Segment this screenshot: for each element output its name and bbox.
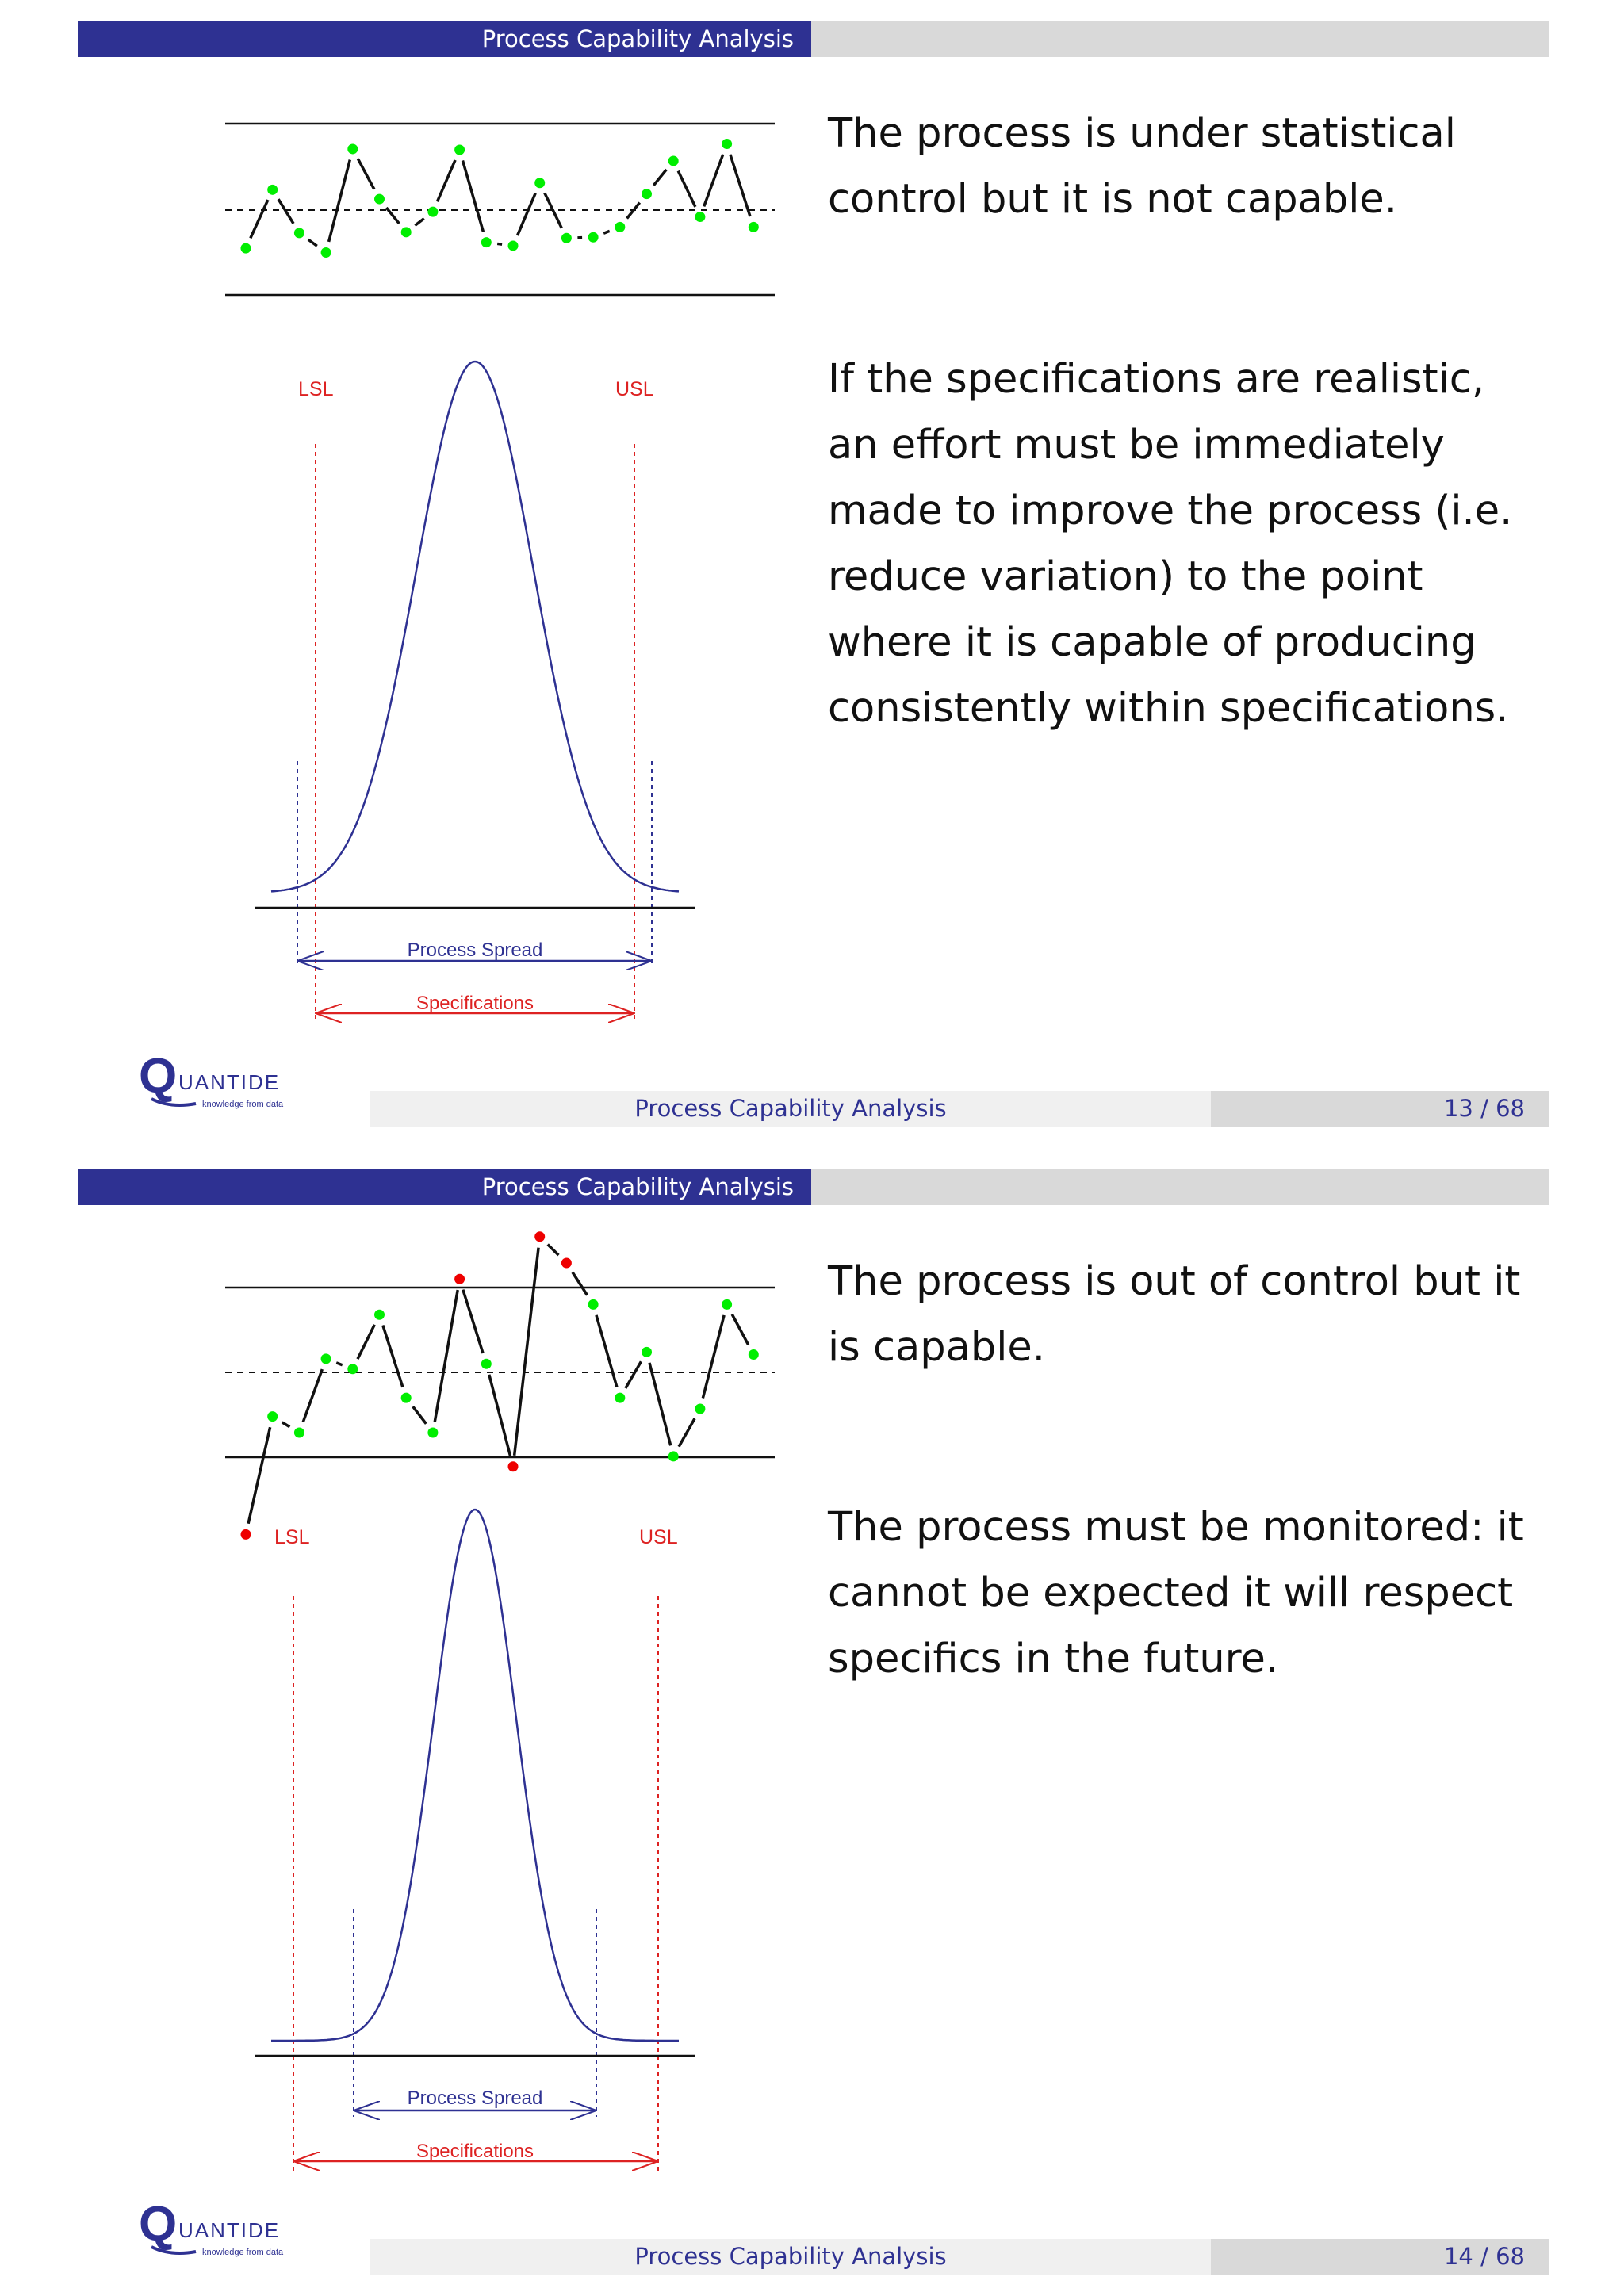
series-segment: [437, 160, 455, 201]
data-point: [722, 139, 732, 149]
series-segment: [596, 1315, 617, 1387]
data-point: [561, 233, 572, 243]
data-point: [481, 237, 492, 247]
series-segment: [627, 203, 640, 219]
data-point: [588, 232, 599, 243]
normal-curve: [271, 362, 679, 891]
data-point: [267, 1411, 278, 1422]
data-point: [534, 178, 545, 188]
specifications-label: Specifications: [416, 993, 534, 1014]
logo-tagline: knowledge from data: [202, 2248, 284, 2257]
logo-word: UANTIDE: [178, 1070, 281, 1094]
out-of-control-point: [241, 1529, 251, 1540]
series-segment: [251, 200, 268, 238]
control-chart: [225, 124, 775, 295]
series-segment: [626, 1361, 642, 1388]
data-point: [695, 1404, 705, 1414]
paragraph-2: If the specifications are realistic, an effort must be immediately made to improve the process (i.e. reduce variation) to the point where it is capable of producing consistently within specifications.: [828, 356, 1513, 732]
footer-title: Process Capability Analysis: [370, 2239, 1211, 2275]
data-point: [454, 145, 465, 155]
data-point: [427, 1427, 438, 1437]
usl-label: USL: [639, 1526, 678, 1548]
quantide-logo: [139, 2204, 329, 2267]
series-segment: [497, 243, 502, 244]
page-number: 14 / 68: [1211, 2239, 1549, 2275]
data-point: [695, 212, 705, 222]
series-segment: [649, 1363, 671, 1445]
specifications-label: Specifications: [416, 2141, 534, 2162]
series-segment: [329, 160, 350, 242]
logo-word: UANTIDE: [178, 2218, 281, 2242]
slide-14: [0, 1148, 1624, 2296]
series-segment: [679, 1418, 695, 1447]
series-segment: [573, 1272, 588, 1295]
quantide-logo: [139, 1056, 329, 1119]
series-segment: [336, 1363, 343, 1365]
out-of-control-point: [508, 1461, 519, 1471]
header-title: Process Capability Analysis: [481, 25, 794, 52]
series-segment: [603, 231, 610, 233]
header-title: Process Capability Analysis: [481, 1173, 794, 1200]
header-bar-right: [811, 21, 1549, 57]
out-of-control-point: [561, 1257, 572, 1268]
data-point: [615, 222, 625, 232]
data-point: [481, 1359, 492, 1369]
data-point: [294, 1427, 304, 1437]
data-point: [267, 185, 278, 195]
logo-q: Q: [139, 1056, 178, 1104]
control-chart: [225, 1231, 775, 1540]
normal-curve: [271, 1510, 679, 2041]
data-point: [347, 1364, 358, 1374]
series-segment: [517, 193, 535, 235]
series-segment: [248, 1427, 270, 1523]
data-point: [615, 1393, 625, 1403]
series-segment: [303, 1369, 322, 1422]
paragraph-1: The process is out of control but it is capable.: [828, 1258, 1521, 1371]
series-segment: [548, 1245, 559, 1256]
series-segment: [415, 219, 423, 226]
usl-label: USL: [615, 378, 654, 400]
data-point: [374, 1310, 385, 1320]
data-point: [321, 1353, 331, 1364]
data-point: [294, 228, 304, 238]
series-segment: [278, 199, 293, 224]
data-point: [241, 243, 251, 254]
capability-diagram: [0, 0, 825, 1148]
slide-text-2: [828, 346, 1526, 741]
data-point: [588, 1299, 599, 1310]
out-of-control-point: [454, 1274, 465, 1284]
data-point: [347, 144, 358, 154]
series-segment: [678, 171, 695, 207]
data-point: [722, 1299, 732, 1310]
lsl-label: LSL: [274, 1526, 310, 1548]
series-segment: [358, 1325, 374, 1359]
process-spread-label: Process Spread: [407, 939, 543, 961]
series-segment: [704, 155, 723, 207]
logo-q: Q: [139, 2204, 178, 2252]
slide-text-2: [828, 1494, 1526, 1692]
series-segment: [282, 1422, 290, 1427]
data-point: [642, 1347, 652, 1357]
data-point: [749, 222, 759, 232]
series-segment: [732, 1314, 749, 1345]
data-point: [374, 194, 385, 205]
capability-diagram: [0, 1148, 825, 2296]
lsl-label: LSL: [298, 378, 334, 400]
data-point: [427, 207, 438, 217]
series-segment: [653, 170, 666, 186]
series-segment: [515, 1248, 538, 1456]
data-point: [401, 227, 412, 237]
data-point: [668, 155, 679, 166]
page-number: 13 / 68: [1211, 1091, 1549, 1127]
series-segment: [413, 1406, 427, 1424]
paragraph-1: The process is under statistical control but it is not capable.: [828, 110, 1456, 223]
series-segment: [730, 155, 750, 216]
out-of-control-point: [534, 1231, 545, 1242]
data-point: [321, 247, 331, 258]
footer-title: Process Capability Analysis: [370, 1091, 1211, 1127]
series-segment: [435, 1290, 458, 1422]
series-segment: [383, 1326, 403, 1387]
paragraph-2: The process must be monitored: it cannot be expected it will respect specifics in the future.: [828, 1504, 1524, 1682]
slide-text: [828, 101, 1526, 232]
data-point: [642, 189, 652, 199]
data-point: [401, 1393, 412, 1403]
series-segment: [463, 1290, 483, 1353]
logo-tagline: knowledge from data: [202, 1100, 284, 1109]
data-point: [508, 240, 519, 251]
series-segment: [462, 160, 483, 232]
series-segment: [358, 159, 374, 189]
series-segment: [703, 1315, 724, 1398]
data-point: [668, 1451, 679, 1461]
process-spread-label: Process Spread: [407, 2087, 543, 2109]
data-point: [749, 1349, 759, 1360]
series-segment: [489, 1375, 511, 1456]
slide-text: [828, 1249, 1526, 1380]
series-segment: [308, 239, 317, 246]
header-bar-right: [811, 1169, 1549, 1205]
